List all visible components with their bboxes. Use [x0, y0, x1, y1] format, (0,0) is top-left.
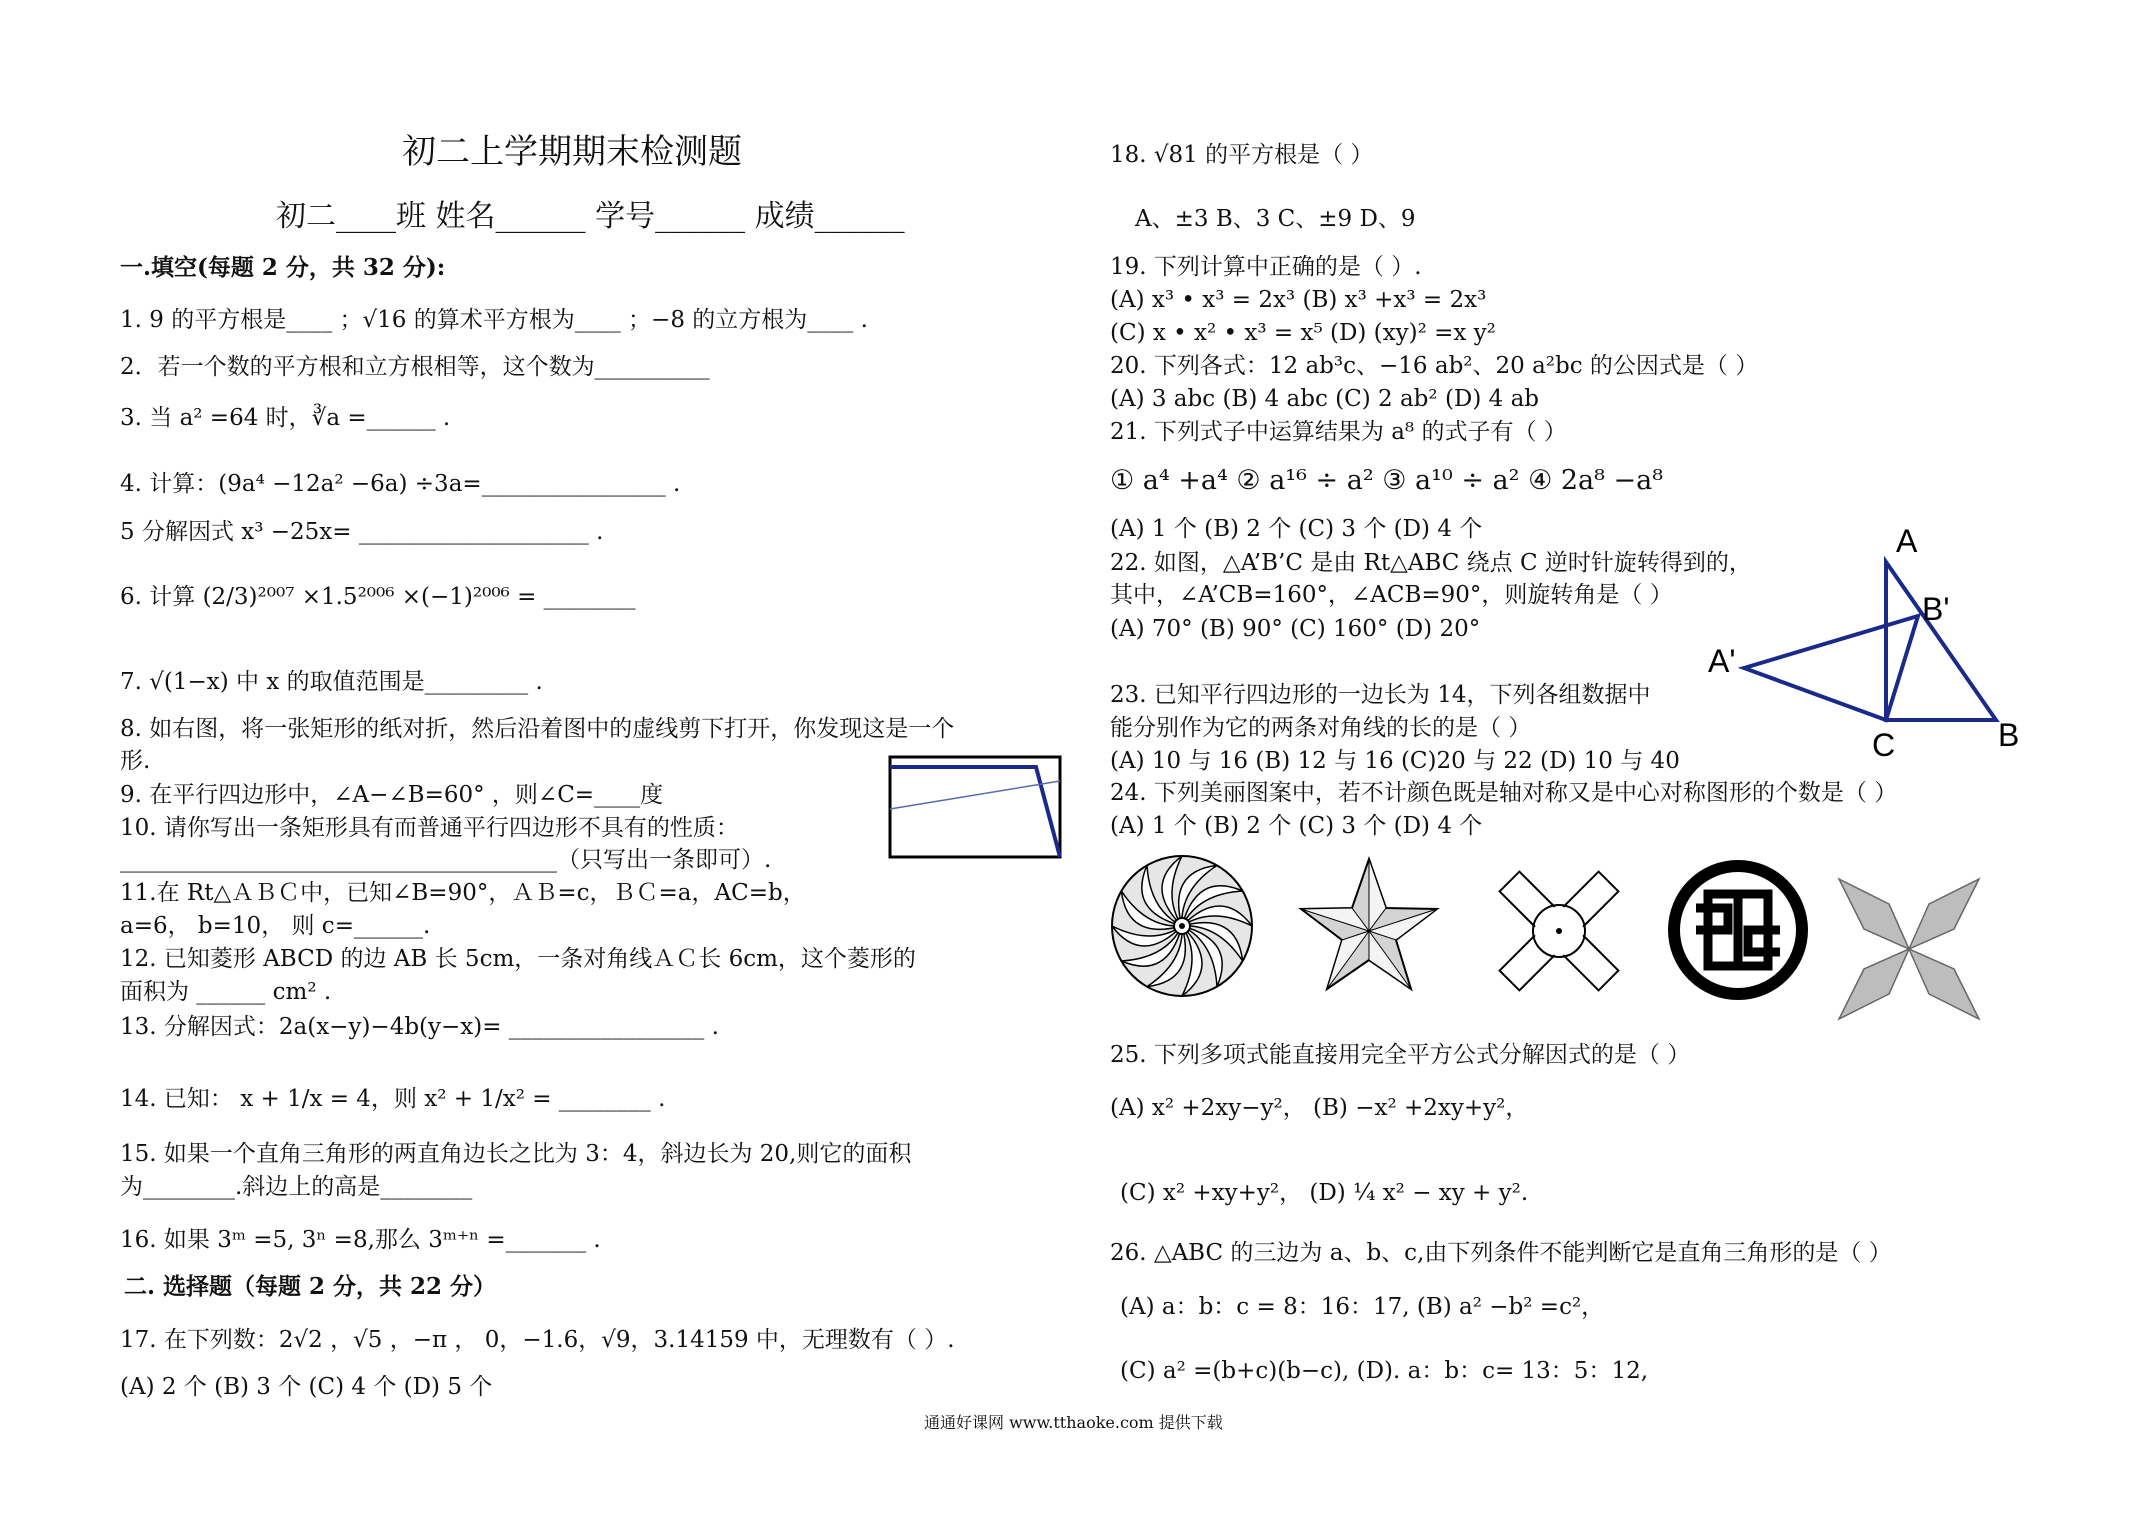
- question-20: 20. 下列各式：12 ab³c、−16 ab²、20 a²bc 的公因式是（ ）: [1110, 353, 1759, 379]
- pattern-star: [1294, 856, 1444, 1006]
- question-26: 26. △ABC 的三边为 a、b、c,由下列条件不能判断它是直角三角形的是（ ）: [1110, 1240, 1892, 1266]
- question-23-options: (A) 10 与 16 (B) 12 与 16 (C)20 与 22 (D) 10 与 40: [1110, 748, 1680, 774]
- pattern-bank-logo: [1666, 858, 1810, 1002]
- question-19: 19. 下列计算中正确的是（ ）.: [1110, 254, 1422, 280]
- question-11-line-1: 11.在 Rt△ＡＢＣ中，已知∠B=90°，ＡＢ=c，ＢＣ=a，AC=b，: [120, 880, 806, 906]
- question-25: 25. 下列多项式能直接用完全平方公式分解因式的是（ ）: [1110, 1042, 1691, 1068]
- question-26-options-2: (C) a² =(b+c)(b−c), (D). a：b：c= 13：5：12,: [1120, 1358, 1649, 1384]
- question-19-options-2: (C) x • x² • x³ = x⁵ (D) (xy)² =x y²: [1110, 320, 1496, 346]
- bank-logo-drawing: [1666, 858, 1810, 1002]
- question-3: 3. 当 a² =64 时，∛a =______ .: [120, 405, 451, 431]
- rotation-triangle-drawing: [1700, 520, 2030, 760]
- question-17: 17. 在下列数：2√2 ，√5 ，−π ， 0，−1.6，√9，3.14159 中，无理数有（ ）.: [120, 1327, 955, 1353]
- question-7: 7. √(1−x) 中 x 的取值范围是_________ .: [120, 669, 543, 695]
- question-10-line-2: ______________________________________（只写出一条即可）.: [120, 847, 772, 873]
- question-18-options: A、±3 B、3 C、±9 D、9: [1135, 206, 1416, 232]
- question-8-line-2: 形.: [120, 748, 151, 774]
- question-6: 6. 计算 (2/3)²⁰⁰⁷ ×1.5²⁰⁰⁶ ×(−1)²⁰⁰⁶ = ________: [120, 584, 636, 610]
- question-21-expressions: ① a⁴ +a⁴ ② a¹⁶ ÷ a² ③ a¹⁰ ÷ a² ④ 2a⁸ −a⁸: [1110, 465, 1664, 496]
- label-A-prime: A': [1708, 643, 1736, 679]
- question-22-line-2: 其中，∠A’CB=160°，∠ACB=90°，则旋转角是（ ）: [1110, 582, 1673, 608]
- question-25-options-1: (A) x² +2xy−y²， (B) −x² +2xy+y²，: [1110, 1095, 1529, 1121]
- question-12-line-1: 12. 已知菱形 ABCD 的边 AB 长 5cm，一条对角线ＡＣ长 6cm，这个菱形的: [120, 946, 916, 972]
- question-25-options-2: (C) x² +xy+y²， (D) ¼ x² − xy + y².: [1120, 1180, 1529, 1206]
- question-21: 21. 下列式子中运算结果为 a⁸ 的式子有（ ）: [1110, 419, 1567, 445]
- question-9: 9. 在平行四边形中，∠A−∠B=60° ，则∠C=____度: [120, 782, 664, 808]
- question-22-options: (A) 70° (B) 90° (C) 160° (D) 20°: [1110, 616, 1481, 642]
- question-2: 2．若一个数的平方根和立方根相等，这个数为__________: [120, 354, 710, 380]
- folded-paper-drawing: [886, 753, 1066, 865]
- question-26-options-1: (A) a：b：c = 8：16：17, (B) a² −b² =c²，: [1120, 1294, 1605, 1320]
- label-B: B: [1998, 717, 2020, 753]
- question-11-line-2: a=6， b=10， 则 c=______.: [120, 913, 431, 939]
- section-2-heading: 二. 选择题（每题 2 分，共 22 分）: [124, 1273, 497, 1300]
- pattern-four-diamonds: [1834, 874, 1984, 1024]
- question-1: 1. 9 的平方根是____ ；√16 的算术平方根为____ ；−8 的立方根为____ .: [120, 307, 868, 333]
- four-diamonds-drawing: [1834, 874, 1984, 1024]
- label-A: A: [1896, 523, 1918, 559]
- question-15-line-2: 为________.斜边上的高是________: [120, 1174, 473, 1200]
- question-19-options-1: (A) x³ • x³ = 2x³ (B) x³ +x³ = 2x³: [1110, 287, 1487, 313]
- label-C: C: [1872, 727, 1896, 760]
- question-17-options: (A) 2 个 (B) 3 个 (C) 4 个 (D) 5 个: [120, 1374, 493, 1400]
- question-10-line-1: 10. 请你写出一条矩形具有而普通平行四边形不具有的性质：: [120, 815, 739, 841]
- question-24-options: (A) 1 个 (B) 2 个 (C) 3 个 (D) 4 个: [1110, 813, 1483, 839]
- question-5: 5 分解因式 x³ −25x= ____________________ .: [120, 519, 604, 545]
- rotation-triangle-figure: [1700, 520, 2030, 760]
- question-20-options: (A) 3 abc (B) 4 abc (C) 2 ab² (D) 4 ab: [1110, 386, 1540, 412]
- pattern-pinwheel: [1108, 852, 1256, 1000]
- star-drawing: [1294, 856, 1444, 1006]
- student-info-line: 初二____班 姓名______ 学号______ 成绩______: [276, 199, 905, 234]
- question-12-line-2: 面积为 ______ cm² .: [120, 979, 332, 1005]
- question-15-line-1: 15. 如果一个直角三角形的两直角边长之比为 3：4，斜边长为 20,则它的面积: [120, 1141, 912, 1167]
- question-22-line-1: 22. 如图，△A’B’C 是由 Rt△ABC 绕点 C 逆时针旋转得到的，: [1110, 550, 1752, 576]
- question-4: 4. 计算：(9a⁴ −12a² −6a) ÷3a=________________ .: [120, 471, 681, 497]
- question-16: 16. 如果 3ᵐ =5, 3ⁿ =8,那么 3ᵐ⁺ⁿ =_______ .: [120, 1227, 601, 1253]
- pattern-cross-shape: [1484, 856, 1634, 1006]
- cross-shape-drawing: [1484, 856, 1634, 1006]
- pinwheel-drawing: [1108, 852, 1256, 1000]
- question-23-line-2: 能分别作为它的两条对角线的长的是（ ）: [1110, 715, 1532, 741]
- question-23-line-1: 23. 已知平行四边形的一边长为 14，下列各组数据中: [1110, 682, 1651, 708]
- page-footer: 通通好课网 www.tthaoke.com 提供下载: [924, 1413, 1223, 1432]
- page-title: 初二上学期期末检测题: [402, 132, 742, 172]
- section-1-heading: 一.填空(每题 2 分，共 32 分):: [120, 254, 446, 281]
- label-B-prime: B': [1922, 591, 1950, 627]
- question-21-options: (A) 1 个 (B) 2 个 (C) 3 个 (D) 4 个: [1110, 516, 1483, 542]
- question-18: 18. √81 的平方根是（ ）: [1110, 142, 1374, 168]
- question-14: 14. 已知： x + 1/x = 4，则 x² + 1/x² = ________ .: [120, 1086, 666, 1112]
- question-13: 13. 分解因式：2a(x−y)−4b(y−x)= _________________ .: [120, 1014, 719, 1040]
- question-8-line-1: 8. 如右图，将一张矩形的纸对折，然后沿着图中的虚线剪下打开，你发现这是一个: [120, 716, 955, 742]
- question-24: 24. 下列美丽图案中，若不计颜色既是轴对称又是中心对称图形的个数是（ ）: [1110, 780, 1898, 806]
- folded-paper-figure: [886, 753, 1066, 865]
